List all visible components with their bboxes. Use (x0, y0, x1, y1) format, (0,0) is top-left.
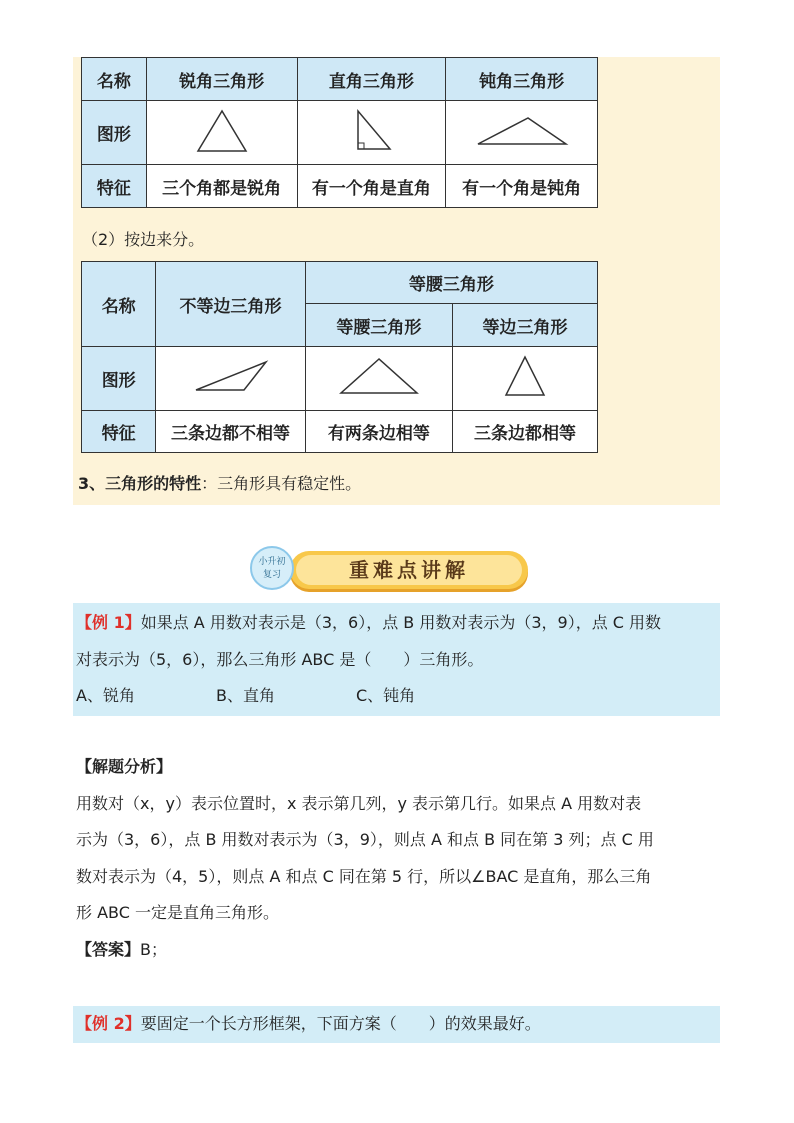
analysis-heading: 【解题分析】 (76, 757, 173, 776)
analysis-line-2: 示为（3，6），点 B 用数对表示为（3，9），则点 A 和点 B 同在第 3 列；点 C 用 (76, 830, 654, 849)
t2-row-feature-label: 特征 (82, 411, 156, 453)
t2-header-isosceles: 等腰三角形 (305, 304, 452, 347)
feature-acute: 三个角都是锐角 (146, 165, 297, 208)
header-obtuse: 钝角三角形 (446, 58, 598, 101)
review-badge (250, 546, 294, 590)
analysis-line-3: 数对表示为（4，5），则点 A 和点 C 同在第 5 行，所以∠BAC 是直角，那么三角 (76, 867, 652, 886)
t2-header-scalene: 不等边三角形 (156, 262, 305, 347)
equilateral-triangle-figure (453, 347, 598, 411)
scalene-triangle-figure (156, 347, 305, 411)
analysis-line-4: 形 ABC 一定是直角三角形。 (76, 903, 279, 922)
option-a: A、锐角 (76, 686, 135, 705)
obtuse-triangle-figure (446, 101, 598, 165)
example-2-tag: 【例 2】 (76, 1014, 141, 1033)
row-feature-label: 特征 (82, 165, 147, 208)
example-2-text: 要固定一个长方形框架，下面方案（ ）的效果最好。 (140, 1014, 541, 1033)
row-shape-label: 图形 (82, 101, 147, 165)
t2-header-isosceles-group: 等腰三角形 (305, 262, 597, 304)
triangle-property (78, 471, 361, 494)
feature-right: 有一个角是直角 (297, 165, 446, 208)
answer-value: B； (140, 940, 167, 959)
section-banner (250, 546, 550, 596)
badge-bottom-text: 复习 (262, 570, 281, 580)
badge-top-text: 小升初 (258, 557, 286, 567)
t2-row-shape-label: 图形 (82, 347, 156, 411)
isosceles-triangle-figure (305, 347, 452, 411)
acute-triangle-figure (146, 101, 297, 165)
header-right: 直角三角形 (297, 58, 446, 101)
example-1-tag: 【例 1】 (76, 613, 141, 632)
feature-obtuse: 有一个角是钝角 (446, 165, 598, 208)
option-c: C、钝角 (356, 686, 416, 705)
side-classification-table (81, 261, 598, 453)
answer-label: 【答案】 (76, 940, 141, 959)
angle-classification-table (81, 57, 598, 208)
banner-title: 重难点讲解 (296, 555, 522, 585)
feature-isosceles: 有两条边相等 (305, 411, 452, 453)
header-name: 名称 (82, 58, 147, 101)
analysis-line-1: 用数对（x，y）表示位置时，x 表示第几列，y 表示第几行。如果点 A 用数对表 (76, 794, 642, 813)
property-text: ：三角形具有稳定性。 (201, 474, 362, 493)
example-1-text-1: 如果点 A 用数对表示是（3，6），点 B 用数对表示为（3，9），点 C 用数 (140, 613, 662, 632)
t2-header-name: 名称 (82, 262, 156, 347)
example-1-line-2: 对表示为（5，6），那么三角形 ABC 是（ ）三角形。 (76, 650, 484, 669)
header-acute: 锐角三角形 (146, 58, 297, 101)
property-label: 3、三角形的特性 (78, 474, 202, 493)
answer-line (76, 937, 167, 960)
feature-scalene: 三条边都不相等 (156, 411, 305, 453)
t2-header-equilateral: 等边三角形 (453, 304, 598, 347)
feature-equilateral: 三条边都相等 (453, 411, 598, 453)
right-triangle-figure (297, 101, 446, 165)
section-2-title: （2）按边来分。 (82, 230, 205, 249)
example-1-line-1 (76, 610, 661, 633)
option-b: B、直角 (216, 686, 275, 705)
example-2-line (76, 1011, 541, 1034)
